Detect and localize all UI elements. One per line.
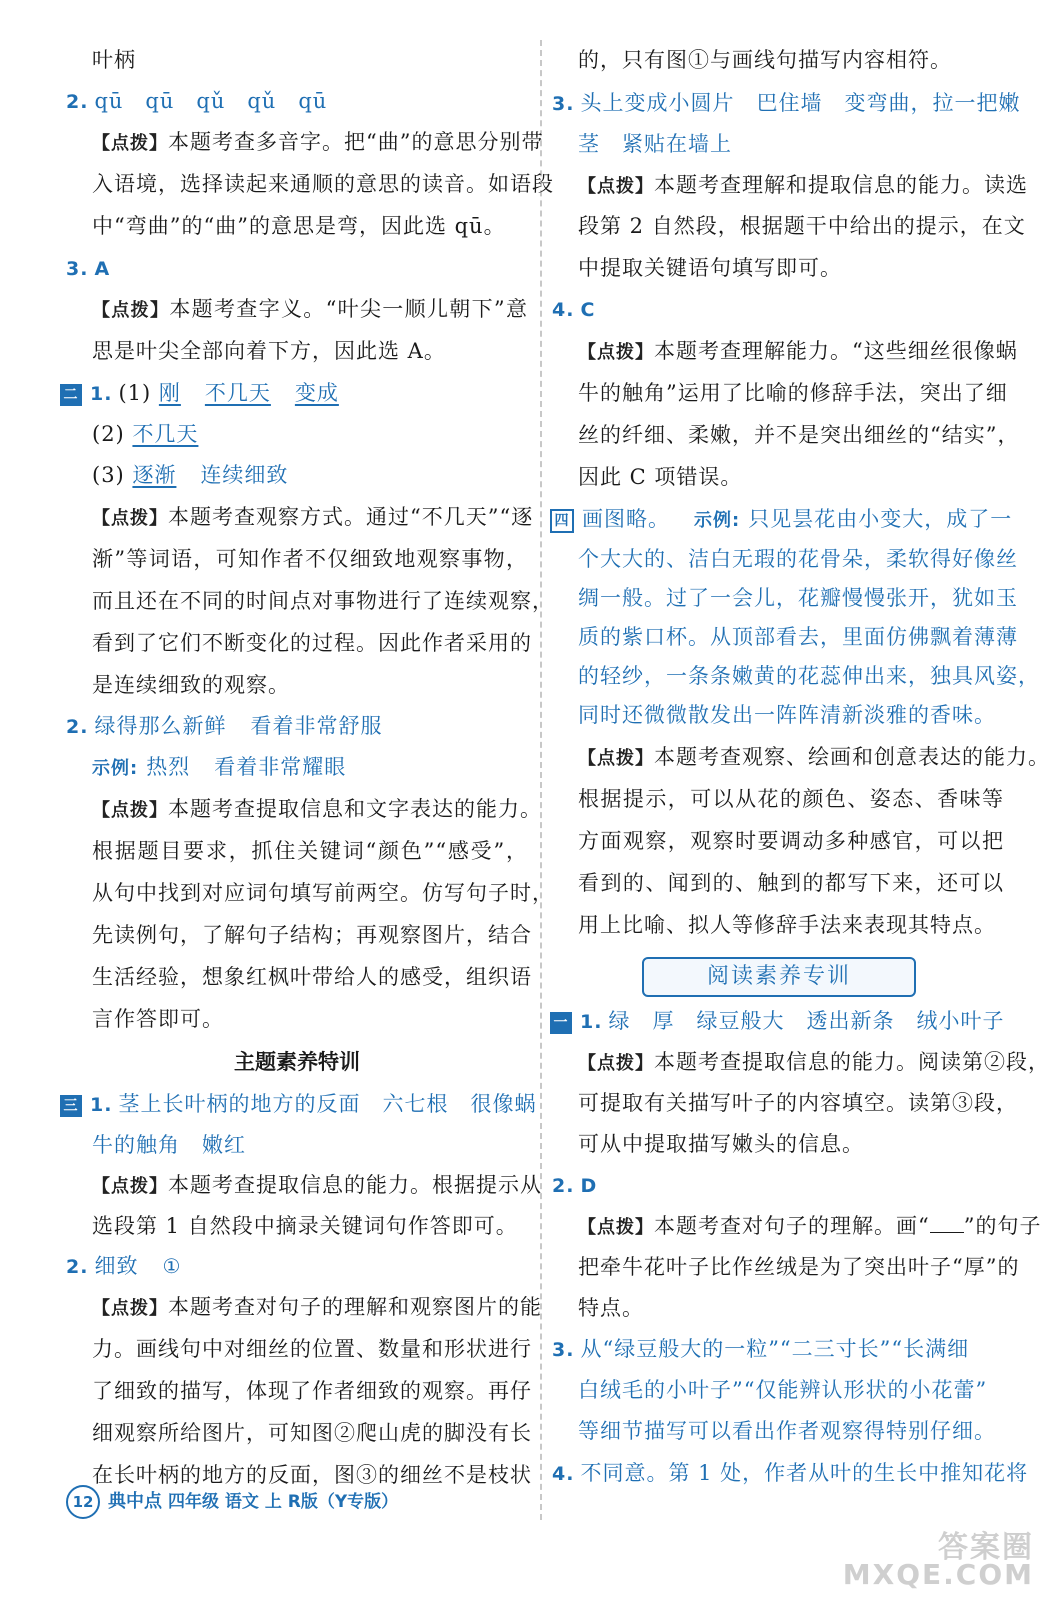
explanation-line: 在长叶柄的地方的反面，图③的细丝不是枝状 — [92, 1463, 532, 1487]
explanation-line: 【点拨】本题考查提取信息和文字表达的能力。 — [92, 797, 542, 821]
explanation-line: 入语境，选择读起来通顺的意思的读音。如语段 — [92, 172, 554, 196]
underline-blank — [930, 1214, 964, 1233]
explanation-line: 把牵牛花叶子比作丝绒是为了突出叶子“厚”的 — [578, 1255, 1020, 1279]
example-line: 质的紫口杯。从顶部看去，里面仿佛飘着薄薄 — [578, 625, 1018, 649]
section-banner: 阅读素养专训 — [642, 957, 916, 997]
explanation-line: 从句中找到对应词句填写前两空。仿写句子时， — [92, 881, 554, 905]
explanation-line: 了细致的描写，体现了作者细致的观察。再仔 — [92, 1379, 532, 1403]
watermark-url: MXQE.COM — [842, 1558, 1034, 1591]
text-line: 叶柄 — [92, 48, 136, 72]
explanation-line: 方面观察，观察时要调动多种感官，可以把 — [578, 829, 1004, 853]
explanation-line: 特点。 — [578, 1296, 644, 1320]
section-number-badge: 一 — [550, 1012, 572, 1034]
question-3: 3. 头上变成小圆片 巴住墙 变弯曲，拉一把嫩 — [552, 91, 1021, 115]
explanation-line: 言作答即可。 — [92, 1007, 224, 1031]
explanation-line: 【点拨】本题考查字义。“叶尖一顺儿朝下”意 — [92, 297, 528, 321]
text-line: 的，只有图①与画线句描写内容相符。 — [578, 48, 952, 72]
explanation-line: 中“弯曲”的“曲”的意思是弯，因此选 qū。 — [92, 214, 506, 238]
answer-line: 茎 紧贴在墙上 — [578, 132, 732, 156]
explanation-line: 丝的纤细、柔嫩，并不是突出细丝的“结实”， — [578, 423, 1020, 447]
section-number-badge: 三 — [60, 1095, 82, 1117]
question-2: 2. qū qū qǔ qǔ qū — [66, 89, 328, 113]
section-3-question-1: 三 1. 茎上长叶柄的地方的反面 六七根 很像蜗 — [60, 1086, 528, 1122]
explanation-line: 【点拨】本题考查理解能力。“这些细丝很像蜗 — [578, 339, 1018, 363]
example-line: 示例: 热烈 看着非常耀眼 — [92, 755, 347, 779]
section-heading: 主题素养特训 — [234, 1050, 360, 1074]
explanation-line: 【点拨】本题考查多音字。把“曲”的意思分别带 — [92, 130, 544, 154]
explanation-line: 牛的触角”运用了比喻的修辞手法，突出了细 — [578, 381, 1008, 405]
explanation-line: 思是叶尖全部向着下方，因此选 A。 — [92, 339, 446, 363]
example-line: 同时还微微散发出一阵阵清新淡雅的香味。 — [578, 703, 996, 727]
watermark-logo: 答案圈 — [938, 1530, 1034, 1565]
explanation-line: 看到的、闻到的、触到的都写下来，还可以 — [578, 871, 1004, 895]
explanation-line: 细观察所给图片，可知图②爬山虎的脚没有长 — [92, 1421, 532, 1445]
example-line: 的轻纱，一条条嫩黄的花蕊伸出来，独具风姿， — [578, 664, 1040, 688]
reading-question-1: 一 1. 绿 厚 绿豆般大 透出新条 绒小叶子 — [550, 1003, 1004, 1039]
page-number: 12 — [66, 1485, 100, 1519]
explanation-line: 【点拨】本题考查观察、绘画和创意表达的能力。 — [578, 745, 1050, 769]
explanation-line: 因此 C 项错误。 — [578, 465, 743, 489]
explanation-line: 渐”等词语，可知作者不仅细致地观察事物， — [92, 547, 528, 571]
answer-line: 等细节描写可以看出作者观察得特别仔细。 — [578, 1419, 996, 1443]
question-4: 4. C — [552, 299, 596, 321]
explanation-line: 可从中提取描写嫩头的信息。 — [578, 1132, 864, 1156]
section-number-badge: 四 — [550, 509, 574, 533]
explanation-line: 段第 2 自然段，根据题干中给出的提示，在文 — [578, 214, 1026, 238]
explanation-line: 可提取有关描写叶子的内容填空。读第③段， — [578, 1091, 1018, 1115]
explanation-line: 【点拨】本题考查提取信息的能力。根据提示从 — [92, 1173, 542, 1197]
explanation-line: 【点拨】本题考查理解和提取信息的能力。读选 — [578, 173, 1028, 197]
explanation-line: 【点拨】本题考查观察方式。通过“不几天”“逐 — [92, 505, 534, 529]
explanation-line: 根据题目要求，抓住关键词“颜色”“感受”， — [92, 839, 528, 863]
explanation-line: 中提取关键语句填写即可。 — [578, 256, 842, 280]
explanation-line: 而且还在不同的时间点对事物进行了连续观察， — [92, 589, 554, 613]
answer-line: 牛的触角 嫩红 — [92, 1133, 246, 1157]
reading-question-3: 3. 从“绿豆般大的一粒”“二三寸长”“长满细 — [552, 1337, 970, 1361]
answer-line: (3) 逐渐 连续细致 — [92, 463, 289, 487]
explanation-line: 力。画线句中对细丝的位置、数量和形状进行 — [92, 1337, 532, 1361]
explanation-line: 根据提示，可以从花的颜色、姿态、香味等 — [578, 787, 1004, 811]
example-line: 绸一般。过了一会儿，花瓣慢慢张开，犹如玉 — [578, 586, 1018, 610]
explanation-line: 【点拨】本题考查提取信息的能力。阅读第②段， — [578, 1050, 1050, 1074]
section-3-question-2: 2. 细致 ① — [66, 1254, 182, 1278]
question-3: 3. A — [66, 258, 111, 280]
book-title: 四年级 语文 上 R版（Y专版） — [168, 1492, 399, 1512]
page-footer — [66, 1484, 398, 1520]
answer-line: 白绒毛的小叶子”“仅能辨认形状的小花蕾” — [578, 1378, 988, 1402]
section-2-question-1: 二 1. (1) 刚 不几天 变成 — [60, 375, 528, 411]
reading-question-2: 2. D — [552, 1175, 598, 1197]
explanation-line: 选段第 1 自然段中摘录关键词句作答即可。 — [92, 1214, 518, 1238]
reading-question-4: 4. 不同意。第 1 处，作者从叶的生长中推知花将 — [552, 1461, 1029, 1485]
brand-logo: 典中点 — [108, 1491, 162, 1512]
explanation-line: 是连续细致的观察。 — [92, 673, 290, 697]
explanation-line: 【点拨】本题考查对句子的理解和观察图片的能 — [92, 1295, 542, 1319]
explanation-line: 【点拨】本题考查对句子的理解。画“ ”的句子 — [578, 1214, 1042, 1238]
explanation-line: 用上比喻、拟人等修辞手法来表现其特点。 — [578, 913, 996, 937]
explanation-line: 先读例句，了解句子结构；再观察图片，结合 — [92, 923, 532, 947]
explanation-line: 看到了它们不断变化的过程。因此作者采用的 — [92, 631, 532, 655]
section-number-badge: 二 — [60, 384, 82, 406]
example-line: 个大大的、洁白无瑕的花骨朵，柔软得好像丝 — [578, 547, 1018, 571]
section-2-question-2: 2. 绿得那么新鲜 看着非常舒服 — [66, 714, 383, 738]
answer-line: (2) 不几天 — [92, 422, 199, 446]
explanation-line: 生活经验，想象红枫叶带给人的感受，组织语 — [92, 965, 532, 989]
section-4: 四 画图略。 示例: 只见昙花由小变大，成了一 — [550, 501, 1004, 537]
